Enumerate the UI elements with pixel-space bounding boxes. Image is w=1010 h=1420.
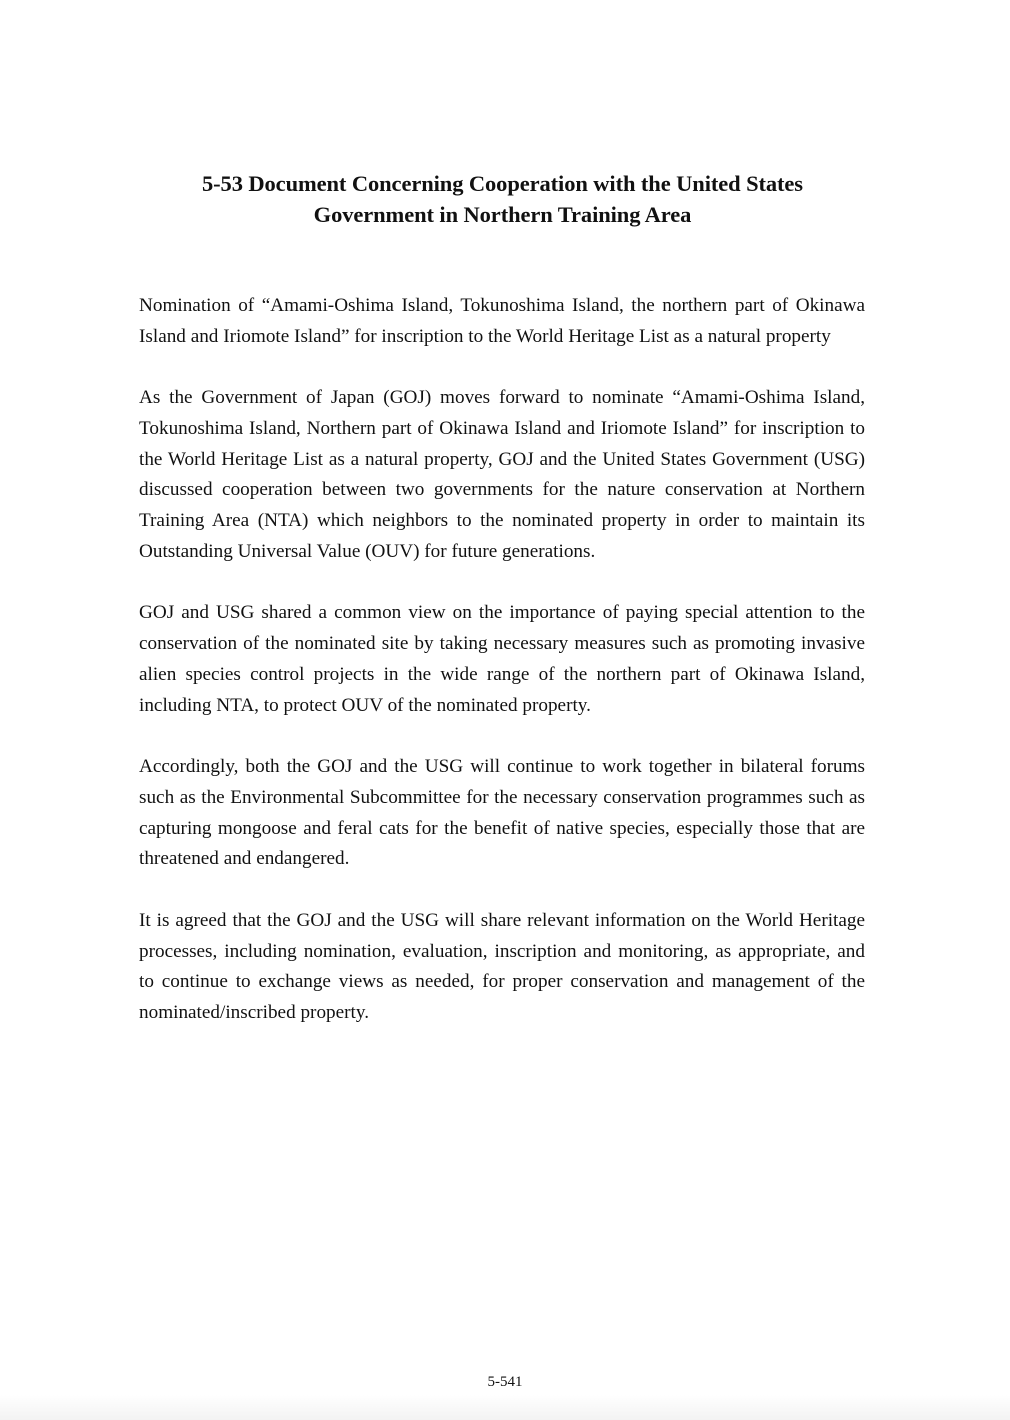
paragraph-subject: Nomination of “Amami-Oshima Island, Tokunoshima Island, the northern part of Okinawa Island and Iriomote Island” for inscription to the World Heritage List as a natural property (139, 295, 865, 347)
document-body (139, 291, 865, 1059)
document-title (140, 168, 865, 230)
paragraph-information-sharing: It is agreed that the GOJ and the USG will share relevant information on the World Heritage processes, including nomination, evaluation, inscription and monitoring, as appropriate, and to continue to exchange views as needed, for proper conservation and management of the nominated/inscribed property. (139, 909, 865, 1024)
paragraph-cooperation: Accordingly, both the GOJ and the USG will continue to work together in bilateral forums such as the Environmental Subcommittee for the necessary conservation programmes such as capturing mongoose and feral cats for the benefit of native species, especially those that are threatened and endangered. (139, 756, 865, 870)
paragraph-common-view: GOJ and USG shared a common view on the importance of paying special attention to the conservation of the nominated site by taking necessary measures such as promoting invasive alien species control projects in the wide range of the northern part of Okinawa Island, including NTA, to protect OUV of the nominated property. (139, 602, 865, 716)
paragraph-background: As the Government of Japan (GOJ) moves forward to nominate “Amami-Oshima Island, Tokunoshima Island, Northern part of Okinawa Island and Iriomote Island” for inscription to the World Heritage List as a natural property, GOJ and the United States Government (USG) discussed cooperation between two governments for the nature conservation at Northern Training Area (NTA) which neighbors to the nominated property in order to maintain its Outstanding Universal Value (OUV) for future generations. (139, 387, 865, 563)
title-line-1: 5-53 Document Concerning Cooperation with the United States (202, 171, 803, 196)
title-line-2: Government in Northern Training Area (313, 202, 692, 227)
page-number: 5-541 (487, 1374, 523, 1390)
